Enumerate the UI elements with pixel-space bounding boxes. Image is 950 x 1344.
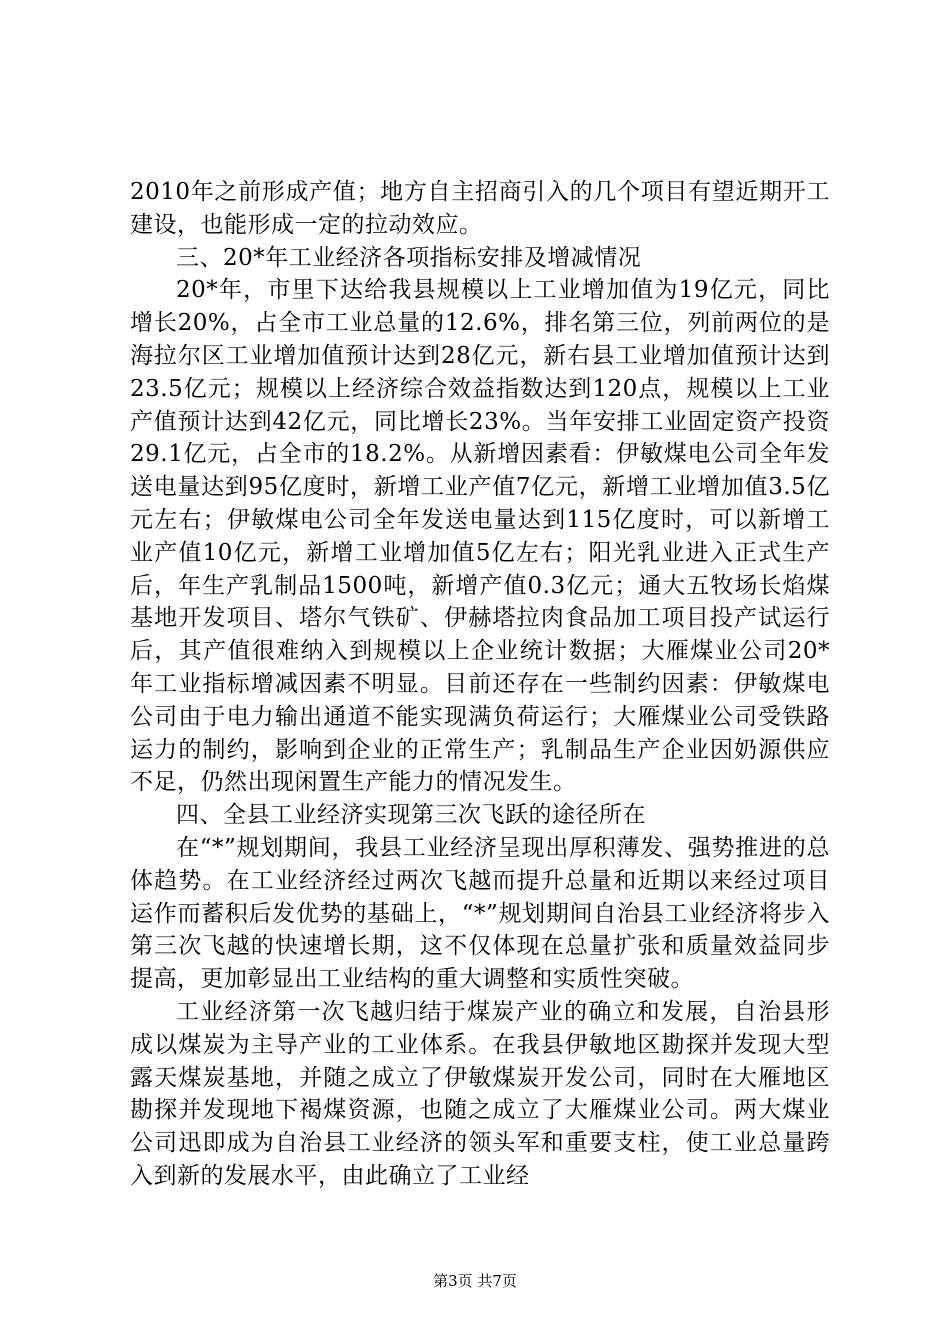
paragraph-4: 工业经济第一次飞越归结于煤炭产业的确立和发展，自治县形成以煤炭为主导产业的工业体系。在我县伊敏地区勘探并发现大型露天煤炭基地，并随之成立了伊敏煤炭开发公司，同时在大雁地区勘探并发现地下褐煤资源，也随之成立了大雁煤业公司。两大煤业公司迅即成为自治县工业经济的领头军和重要支柱，使工业总量跨入到新的发展水平，由此确立了工业经 xyxy=(130,998,830,1189)
paragraph-3: 在“*”规划期间，我县工业经济呈现出厚积薄发、强势推进的总体趋势。在工业经济经过两次飞越而提升总量和近期以来经过项目运作而蓄积后发优势的基础上，“*”规划期间自治县工业经济将步入第三次飞越的快速增长期，这不仅体现在总量扩张和质量效益同步提高，更加彰显出工业结构的重大调整和实质性突破。 xyxy=(130,834,830,993)
paragraph-2: 20*年，市里下达给我县规模以上工业增加值为19亿元，同比增长20%，占全市工业总量的12.6%，排名第三位，列前两位的是海拉尔区工业增加值预计达到28亿元，新右县工业增加值预计达到23.5亿元；规模以上经济综合效益指数达到120点，规模以上工业产值预计达到42亿元，同比增长23%。当年安排工业固定资产投资29.1亿元，占全市的18.2%。从新增因素看：伊敏煤电公司全年发送电量达到95亿度时，新增工业产值7亿元，新增工业增加值3.5亿元左右；伊敏煤电公司全年发送电量达到115亿度时，可以新增工业产值10亿元，新增工业增加值5亿左右；阳光乳业进入正式生产后，年生产乳制品1500吨，新增产值0.3亿元；通大五牧场长焰煤基地开发项目、塔尔气铁矿、伊赫塔拉肉食品加工项目投产试运行后，其产值很难纳入到规模以上企业统计数据；大雁煤业公司20*年工业指标增减因素不明显。目前还存在一些制约因素：伊敏煤电公司由于电力输出通道不能实现满负荷运行；大雁煤业公司受铁路运力的制约，影响到企业的正常生产；乳制品生产企业因奶源供应不足，仍然出现闲置生产能力的情况发生。 xyxy=(130,277,830,796)
section-heading-3: 三、20*年工业经济各项指标安排及增减情况 xyxy=(176,244,642,271)
section-heading-4: 四、全县工业经济实现第三次飞跃的途径所在 xyxy=(176,802,646,829)
paragraph-1: 2010年之前形成产值；地方自主招商引入的几个项目有望近期开工建设，也能形成一定的拉动效应。 xyxy=(130,179,830,238)
page-footer: 第3页 共7页 xyxy=(433,1272,517,1290)
document-page xyxy=(130,176,830,1193)
